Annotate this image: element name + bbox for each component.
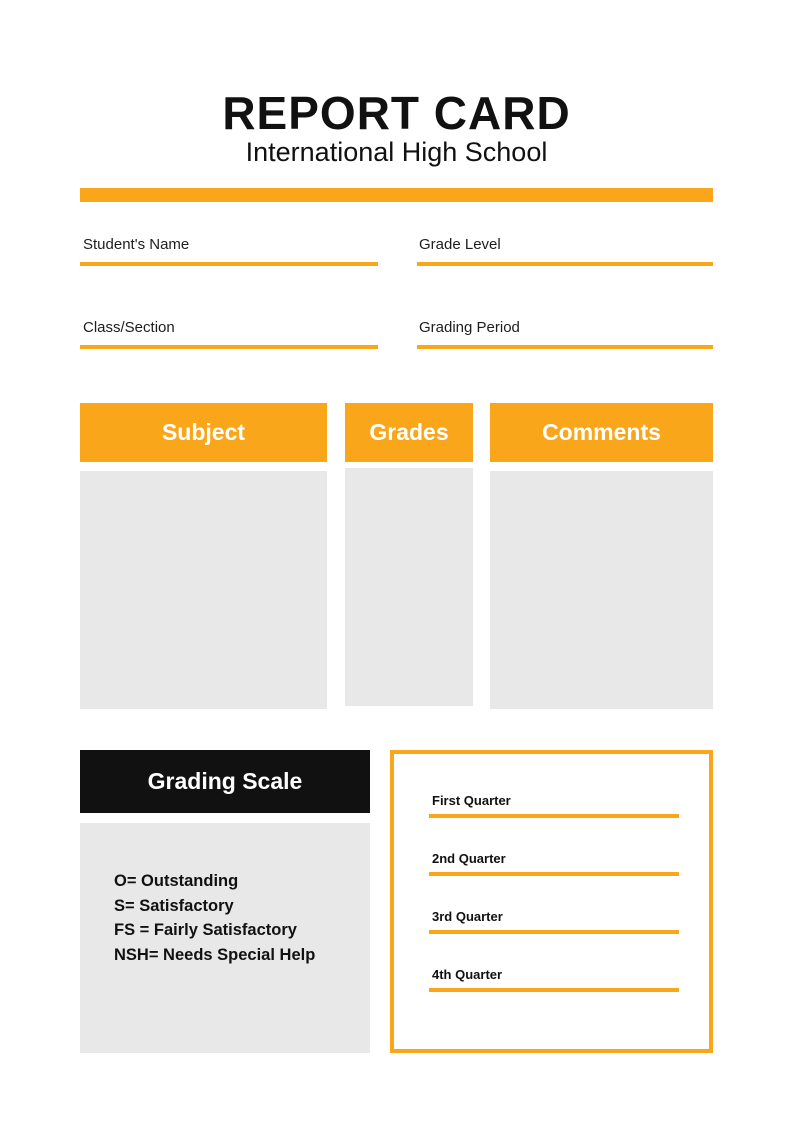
comments-entries-area[interactable] <box>490 471 713 709</box>
grading-period-input-line[interactable] <box>417 345 713 349</box>
page-title: REPORT CARD <box>222 87 571 139</box>
subject-entries-area[interactable] <box>80 471 327 709</box>
class-section-input-line[interactable] <box>80 345 378 349</box>
grading-scale-item-satisfactory: S= Satisfactory <box>114 896 234 915</box>
column-header-comments: Comments <box>490 403 713 462</box>
quarters-panel <box>390 750 713 1053</box>
grades-entries-area[interactable] <box>345 468 473 706</box>
accent-divider-bar <box>80 188 713 202</box>
grading-scale-item-needs-special-help: NSH= Needs Special Help <box>114 945 316 964</box>
column-header-subject: Subject <box>80 403 327 462</box>
third-quarter-label: 3rd Quarter <box>432 909 503 924</box>
grade-level-input-line[interactable] <box>417 262 713 266</box>
second-quarter-label: 2nd Quarter <box>432 851 506 866</box>
grade-level-label: Grade Level <box>419 236 501 253</box>
grading-period-label: Grading Period <box>419 319 520 336</box>
first-quarter-input-line[interactable] <box>429 814 679 818</box>
third-quarter-input-line[interactable] <box>429 930 679 934</box>
grading-scale-legend <box>114 869 315 967</box>
fourth-quarter-input-line[interactable] <box>429 988 679 992</box>
second-quarter-input-line[interactable] <box>429 872 679 876</box>
grading-scale-header: Grading Scale <box>80 750 370 813</box>
grading-scale-panel <box>80 823 370 1053</box>
school-name: International High School <box>245 137 548 167</box>
column-header-grades: Grades <box>345 403 473 462</box>
grading-scale-item-outstanding: O= Outstanding <box>114 872 239 890</box>
grading-scale-item-fairly-satisfactory: FS = Fairly Satisfactory <box>114 921 297 939</box>
student-name-input-line[interactable] <box>80 262 378 266</box>
fourth-quarter-label: 4th Quarter <box>432 967 503 982</box>
student-name-label: Student's Name <box>83 236 190 253</box>
first-quarter-label: First Quarter <box>432 793 511 808</box>
class-section-label: Class/Section <box>83 319 175 336</box>
